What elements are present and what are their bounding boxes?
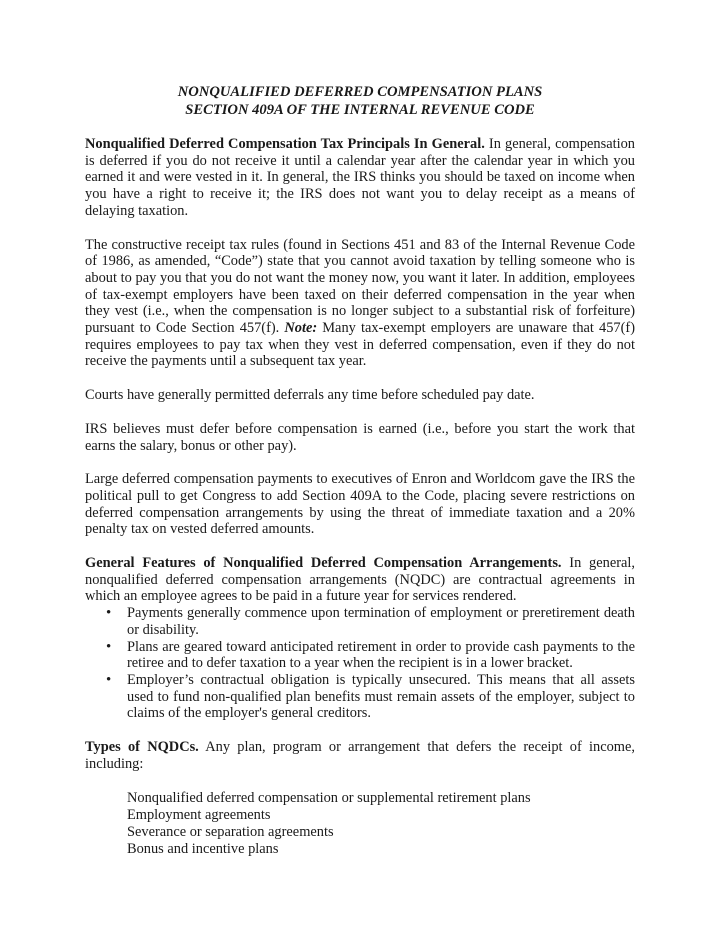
types-list-item: Severance or separation agreements (127, 823, 334, 840)
title-line-2: SECTION 409A OF THE INTERNAL REVENUE CODE (185, 102, 535, 118)
note-text: Many tax-exempt employers are unaware that 457(f) requires employees to pay tax when they vest in deferred compensation, even if they do not receive the payments until a subsequent tax year. (85, 320, 635, 370)
types-list (85, 790, 635, 859)
types-list-item: Employment agreements (127, 806, 271, 823)
paragraph-text: In general, nonqualified deferred compensation arrangements (NQDC) are contractual agreements in which an employee agrees to be paid in a future year for services rendered. (85, 555, 635, 605)
note-label: Note: (284, 320, 318, 337)
document-title (85, 83, 635, 119)
section-heading: General Features of Nonqualified Deferred Compensation Arrangements. (85, 555, 562, 572)
paragraph-types (85, 739, 635, 772)
bullet-item: • Plans are geared toward anticipated retirement in order to provide cash payments to the retiree and to defer taxation to a year when the recipient is in a lower bracket. (127, 639, 635, 672)
paragraph-general-features (85, 555, 635, 605)
feature-bullet-list (85, 605, 635, 722)
types-list-item: Nonqualified deferred compensation or supplemental retirement plans (127, 789, 531, 806)
title-line-1: NONQUALIFIED DEFERRED COMPENSATION PLANS (177, 84, 543, 100)
section-heading: Nonqualified Deferred Compensation Tax Principals In General. (85, 136, 485, 152)
paragraph-courts: Courts have generally permitted deferrals any time before scheduled pay date. (85, 387, 535, 404)
paragraph-enron-worldcom: Large deferred compensation payments to executives of Enron and Worldcom gave the IRS the political pull to get Congress to add Section 409A to the Code, placing severe restrictions on deferred compensation arrangements by using the threat of immediate taxation and a 20% penalty tax on vested deferred amounts. (85, 471, 635, 538)
types-list-item: Bonus and incentive plans (127, 841, 279, 858)
paragraph-text: The constructive receipt tax rules (found in Sections 451 and 83 of the Internal Revenue Code of 1986, as amended, “Code”) state that you cannot avoid taxation by telling someone who is about to pay you that you do not want the money now, you want it later. In addition, employees of tax-exempt employers have been taxed on their deferred compensation in the year when they vest (i.e., when the compensation is no longer subject to a substantial risk of forfeiture) pursuant to Code Section 457(f). (85, 236, 635, 337)
paragraph-irs-belief: IRS believes must defer before compensation is earned (i.e., before you start the work that earns the salary, bonus or other pay). (85, 420, 635, 454)
section-heading: Types of NQDCs. (85, 739, 199, 756)
paragraph-text: In general, compensation is deferred if you do not receive it until a calendar year after the calendar year in which you earned it and were vested in it. In general, the IRS thinks you should be taxed on income when you have a right to receive it; the IRS does not want you to delay receipt as a means of delaying taxation. (85, 136, 635, 219)
bullet-item: • Employer’s contractual obligation is typically unsecured. This means that all assets used to fund non-qualified plan benefits must remain assets of the employer, subject to claims of the employer's general creditors. (127, 672, 635, 722)
paragraph-constructive-receipt (85, 237, 635, 371)
paragraph-tax-principals (85, 136, 635, 220)
paragraph-text: Any plan, program or arrangement that defers the receipt of income, including: (85, 739, 635, 772)
bullet-item: • Payments generally commence upon termination of employment or preretirement death or disability. (127, 605, 635, 638)
